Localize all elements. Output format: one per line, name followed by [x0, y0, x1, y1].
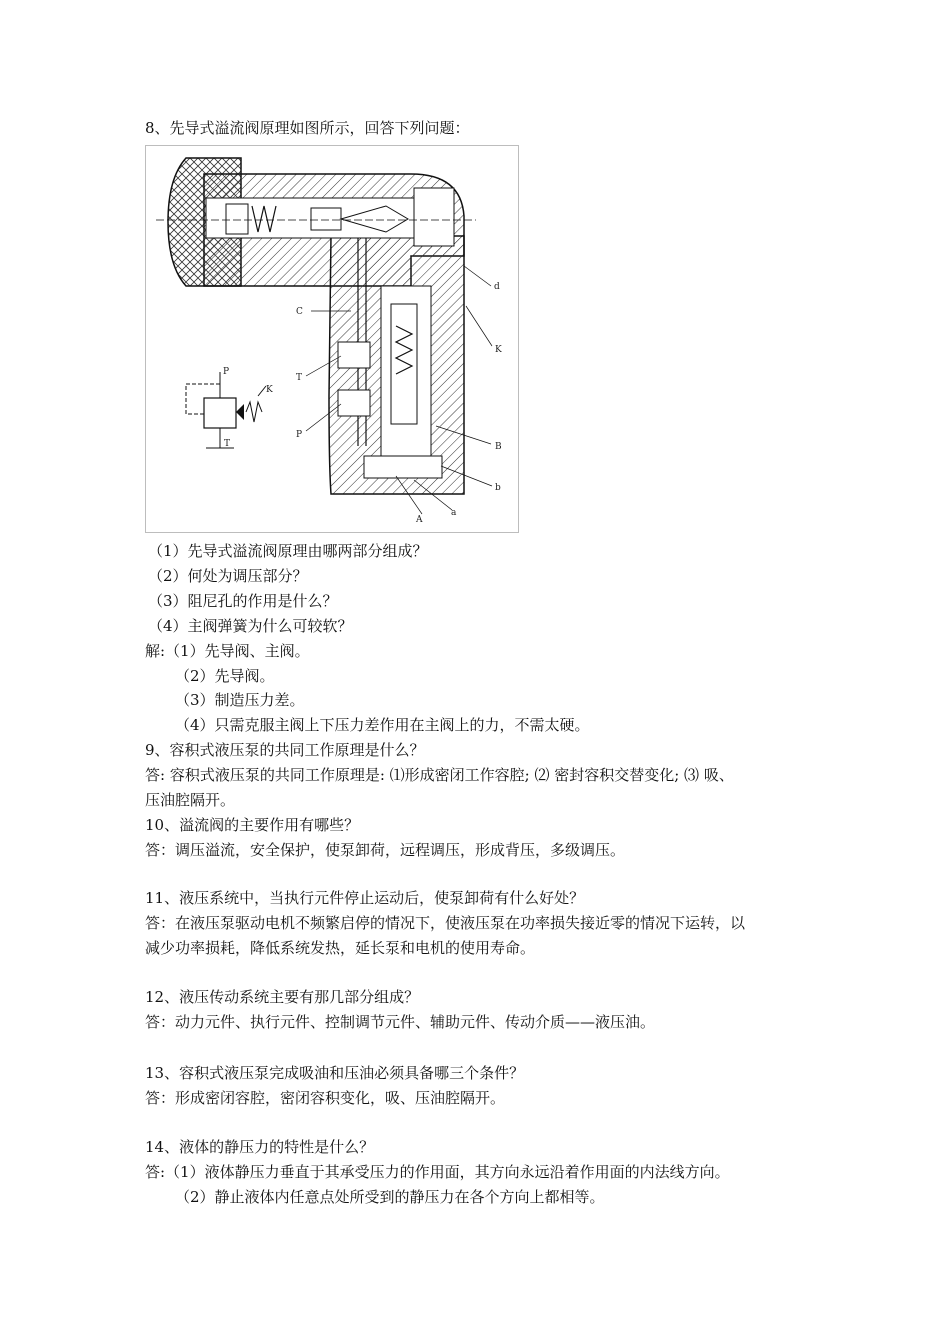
q8-answer-3: （3）制造压力差。: [175, 691, 305, 709]
q10-question: 10、溢流阀的主要作用有哪些？: [145, 816, 360, 834]
q8-sub-2: （2）何处为调压部分？: [148, 567, 308, 585]
label-k: K: [495, 345, 502, 355]
q8-sub-1: （1）先导式溢流阀原理由哪两部分组成？: [148, 542, 428, 560]
q9-question: 9、容积式液压泵的共同工作原理是什么？: [145, 741, 425, 759]
q8-sub-4: （4）主阀弹簧为什么可较软？: [148, 617, 353, 635]
outlet-port: [414, 188, 454, 246]
q8-answer-4: （4）只需克服主阀上下压力差作用在主阀上的力，不需太硬。: [175, 716, 590, 734]
label-d: d: [494, 282, 500, 292]
q11-question: 11、液压系统中，当执行元件停止运动后，使泵卸荷有什么好处？: [145, 889, 585, 907]
q11-answer-line1: 答：在液压泵驱动电机不频繁启停的情况下，使液压泵在功率损失接近零的情况下运转，以: [145, 914, 746, 932]
relief-valve-diagram: [146, 146, 520, 534]
label-p: P: [296, 430, 303, 440]
q10-answer: 答：调压溢流，安全保护，使泵卸荷，远程调压，形成背压，多级调压。: [145, 841, 626, 859]
q14-question: 14、液体的静压力的特性是什么？: [145, 1138, 375, 1156]
q8-sub-3: （3）阻尼孔的作用是什么？: [148, 592, 338, 610]
label-a-upper: A: [416, 515, 423, 525]
q9-answer-line2: 压油腔隔开。: [145, 791, 236, 809]
q9-answer-line1: 答: 容积式液压泵的共同工作原理是: ⑴形成密闭工作容腔; ⑵ 密封容积交替变化; ⑶ 吸、: [145, 766, 734, 784]
q13-question: 13、容积式液压泵完成吸油和压油必须具备哪三个条件？: [145, 1064, 525, 1082]
q8-answer-1: 解:（1）先导阀、主阀。: [145, 642, 310, 660]
q8-answer-2: （2）先导阀。: [175, 667, 275, 685]
q12-answer: 答：动力元件、执行元件、控制调节元件、辅助元件、传动介质——液压油。: [145, 1013, 656, 1031]
label-b-lower: b: [495, 483, 501, 493]
q14-answer-line2: （2）静止液体内任意点处所受到的静压力在各个方向上都相等。: [175, 1188, 605, 1206]
symbol-label-p: P: [223, 367, 230, 377]
label-b-upper: B: [495, 442, 502, 452]
symbol-label-t: T: [224, 439, 231, 449]
symbol-label-k: K: [266, 385, 273, 395]
relief-valve-figure: [145, 145, 519, 533]
q8-title: 8、先导式溢流阀原理如图所示，回答下列问题：: [145, 119, 470, 137]
label-c: C: [296, 307, 303, 317]
label-t: T: [296, 373, 303, 383]
q12-question: 12、液压传动系统主要有那几部分组成？: [145, 988, 420, 1006]
q14-answer-line1: 答:（1）液体静压力垂直于其承受压力的作用面，其方向永远沿着作用面的内法线方向。: [145, 1163, 730, 1181]
relief-valve-symbol: [186, 367, 273, 449]
q11-answer-line2: 减少功率损耗，降低系统发热，延长泵和电机的使用寿命。: [145, 939, 536, 957]
label-a-lower: a: [451, 508, 457, 518]
q13-answer: 答：形成密闭容腔，密闭容积变化，吸、压油腔隔开。: [145, 1089, 506, 1107]
